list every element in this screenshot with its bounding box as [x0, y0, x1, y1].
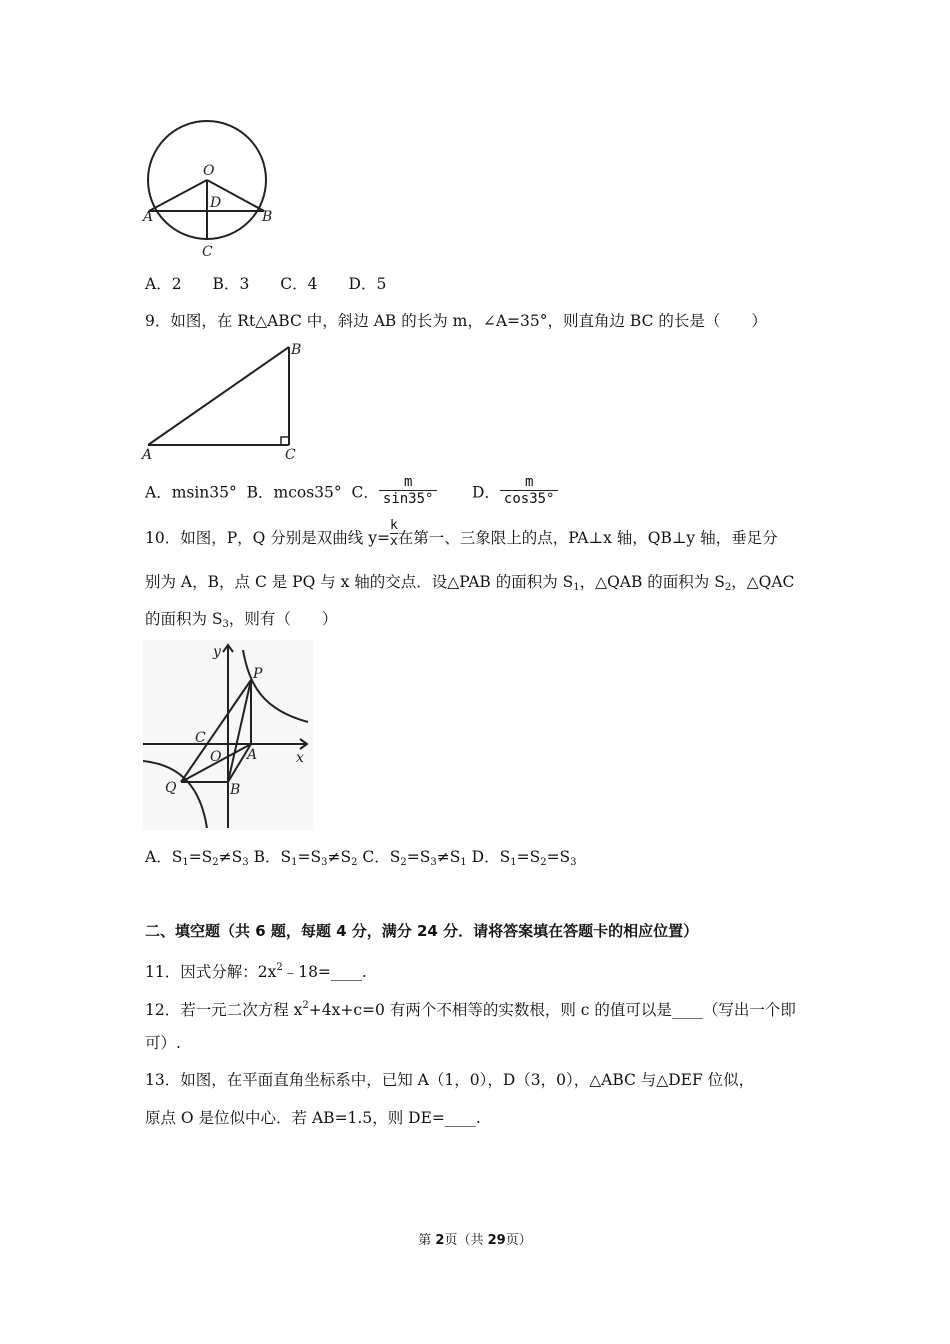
- label-O: O: [203, 163, 215, 179]
- q10-options: [145, 847, 577, 873]
- label-D: D: [210, 195, 222, 211]
- q10-line2-c: ，△QAC: [731, 573, 795, 591]
- q9-stem: 9．如图，在 Rt△ABC 中，斜边 AB 的长为 m，∠A=35°，则直角边 BC 的长是（ ）: [145, 312, 767, 330]
- q9-option-c-fraction: [379, 474, 438, 507]
- q10-line1-post: 在第一、三象限上的点，PA⊥x 轴，QB⊥y 轴，垂足分: [397, 529, 778, 547]
- q10-line3-a: 的面积为 S: [145, 610, 223, 628]
- q9-option-a: A．msin35°: [145, 483, 237, 502]
- label-B: B: [291, 342, 302, 358]
- q10-line2-a: 别为 A，B，点 C 是 PQ 与 x 轴的交点．设△PAB 的面积为 S: [145, 573, 574, 591]
- q10-option-a: A．$S_1=S_2\ne S_3$: [145, 848, 249, 868]
- subscript-1: 1: [573, 582, 580, 593]
- label-O: O: [210, 749, 222, 765]
- fraction-numerator: k: [389, 517, 398, 533]
- q10-stem-line2: [145, 572, 794, 598]
- q12-stem-line2: 可）.: [145, 1034, 181, 1052]
- label-y: y: [213, 644, 221, 660]
- label-Q: Q: [165, 780, 177, 796]
- fraction-denominator: cos35°: [500, 490, 559, 507]
- q8-options: A．2 B．3 C．4 D．5: [145, 275, 387, 293]
- q10-stem-line1: [145, 517, 778, 549]
- q10-hyperbola-figure: [143, 640, 313, 830]
- fraction-denominator: x: [389, 533, 398, 549]
- footer-page-number: 2: [435, 1233, 445, 1248]
- q11-pre: 11．因式分解：2x: [145, 963, 277, 981]
- q10-line3-b: ，则有（ ）: [228, 610, 338, 628]
- fraction-numerator: m: [403, 474, 413, 490]
- q10-option-c: C．$S_2=S_3\ne S_1$: [362, 848, 467, 868]
- label-B: B: [230, 782, 241, 798]
- hypotenuse-AB: [148, 347, 289, 445]
- q10-stem-line3: [145, 609, 337, 635]
- q11-post: ﹣18=____.: [282, 963, 367, 981]
- q13-stem-line1: 13．如图，在平面直角坐标系中，已知 A（1，0），D（3，0），△ABC 与△DEF 位似，: [145, 1071, 755, 1089]
- footer-pre: 第: [418, 1233, 436, 1248]
- q10-option-b: B．$S_1=S_3\ne S_2$: [253, 848, 358, 868]
- q9-option-c-prefix: C．: [351, 483, 379, 502]
- label-P: P: [253, 666, 263, 682]
- superscript-2: 2: [276, 962, 283, 973]
- q9-option-d-prefix: D．: [471, 483, 500, 502]
- segment-OA: [149, 180, 207, 211]
- label-A: A: [247, 747, 258, 763]
- footer-mid: 页（共: [444, 1233, 488, 1248]
- label-C: C: [202, 244, 213, 260]
- q9-options: [145, 474, 558, 507]
- q12-stem-line1: [145, 996, 796, 1020]
- q12-post: +4x+c=0 有两个不相等的实数根，则 c 的值可以是____（写出一个即: [308, 1001, 796, 1019]
- q10-line1-pre: 10．如图，P，Q 分别是双曲线 y=: [145, 529, 390, 547]
- q10-fraction-k-over-x: [390, 518, 398, 549]
- label-C: C: [195, 730, 206, 746]
- right-angle-mark: [281, 437, 289, 445]
- subscript-2: 2: [724, 582, 732, 593]
- q9-option-d-fraction: [500, 474, 559, 507]
- label-C: C: [285, 447, 296, 463]
- section-2-heading: 二、填空题（共 6 题，每题 4 分，满分 24 分．请将答案填在答题卡的相应位置）: [145, 922, 699, 940]
- q12-pre: 12．若一元二次方程 x: [145, 1001, 303, 1019]
- q9-triangle-figure: [140, 338, 320, 463]
- footer-total-pages: 29: [487, 1233, 506, 1248]
- q9-option-b: B．mcos35°: [246, 483, 342, 502]
- label-A: A: [143, 209, 154, 225]
- q10-line2-b: ，△QAB 的面积为 S: [579, 573, 725, 591]
- q8-circle-figure: [140, 118, 280, 263]
- superscript-2: 2: [302, 1000, 309, 1011]
- label-B: B: [262, 209, 273, 225]
- page-footer: [0, 1229, 950, 1248]
- fraction-numerator: m: [524, 474, 534, 490]
- q10-option-d: D．$S_1=S_2=S_3$: [471, 848, 577, 868]
- q11-stem: [145, 958, 367, 982]
- label-x: x: [296, 750, 304, 766]
- fraction-denominator: sin35°: [379, 490, 438, 507]
- q13-stem-line2: 原点 O 是位似中心．若 AB=1.5，则 DE=____.: [145, 1109, 481, 1127]
- label-A: A: [142, 447, 153, 463]
- footer-post: 页）: [505, 1233, 532, 1248]
- subscript-3: 3: [222, 619, 229, 630]
